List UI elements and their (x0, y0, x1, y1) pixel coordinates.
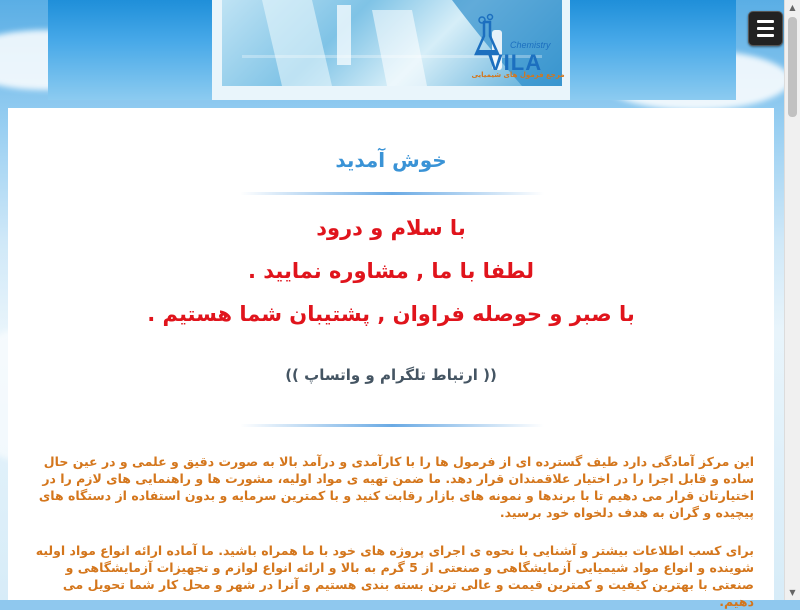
scroll-down-icon[interactable]: ▼ (789, 588, 796, 597)
hamburger-icon (757, 20, 774, 23)
scroll-up-icon[interactable]: ▲ (789, 3, 796, 12)
greeting-line: با صبر و حوصله فراوان , پشتیبان شما هستیم . (147, 302, 635, 326)
services-paragraph: برای کسب اطلاعات بیشتر و آشنایی با نحوه ی اجرای پروژه های خود با ما همراه باشید. ما آماده ارائه انواع مواد اولیه شوینده و انواع مواد شیمیایی آزمایشگاهی و صنعتی از 5 گرم به بالا و ارائه انواع لوازم و تجهیزات آزمایشگاهی و صنعتی با بهترین کیفیت و کمترین قیمت و عالی ترین بسته بندی هستیم و آنرا در شهر و محل کار شما تحویل می دهیم. (35, 543, 754, 609)
greeting-line: لطفا با ما , مشاوره نمایید . (247, 259, 535, 283)
contact-link[interactable]: (( ارتباط تلگرام و واتساپ )) (285, 366, 497, 384)
intro-paragraph: این مرکز آمادگی دارد طیف گسترده ای از فرمول ها را با کارآمدی و درآمد بالا به صورت دقیق و علمی و در عین حال ساده و قابل اجرا را در اختیار علاقمندان قرار دهد. ما ضمن تهیه ی مواد اولیه، مشورت ها و راهنمایی های لازم را در اختیارتان قرار می دهیم تا با برندها و نمونه های بازار رقابت کنید و با کمترین سرمایه و بدون استفاده از دستگاه های پیچیده و گران به هدف دلخواه خود برسید. (38, 454, 754, 520)
main-content (8, 108, 774, 609)
menu-button[interactable] (748, 11, 783, 46)
greeting-line: با سلام و درود (316, 216, 466, 240)
welcome-title: خوش آمدید (335, 148, 447, 172)
logo-text: VILA (488, 50, 543, 75)
vertical-scrollbar[interactable] (784, 0, 800, 600)
divider (240, 192, 544, 195)
scroll-thumb[interactable] (788, 17, 797, 117)
logo-tagline: مرجع فرمول های شیمیایی (471, 71, 565, 79)
divider (240, 424, 544, 427)
hamburger-icon-bar (757, 34, 774, 37)
logo-subtitle: Chemistry (510, 40, 551, 50)
site-logo[interactable] (468, 14, 568, 84)
hamburger-icon-bar (757, 27, 774, 30)
